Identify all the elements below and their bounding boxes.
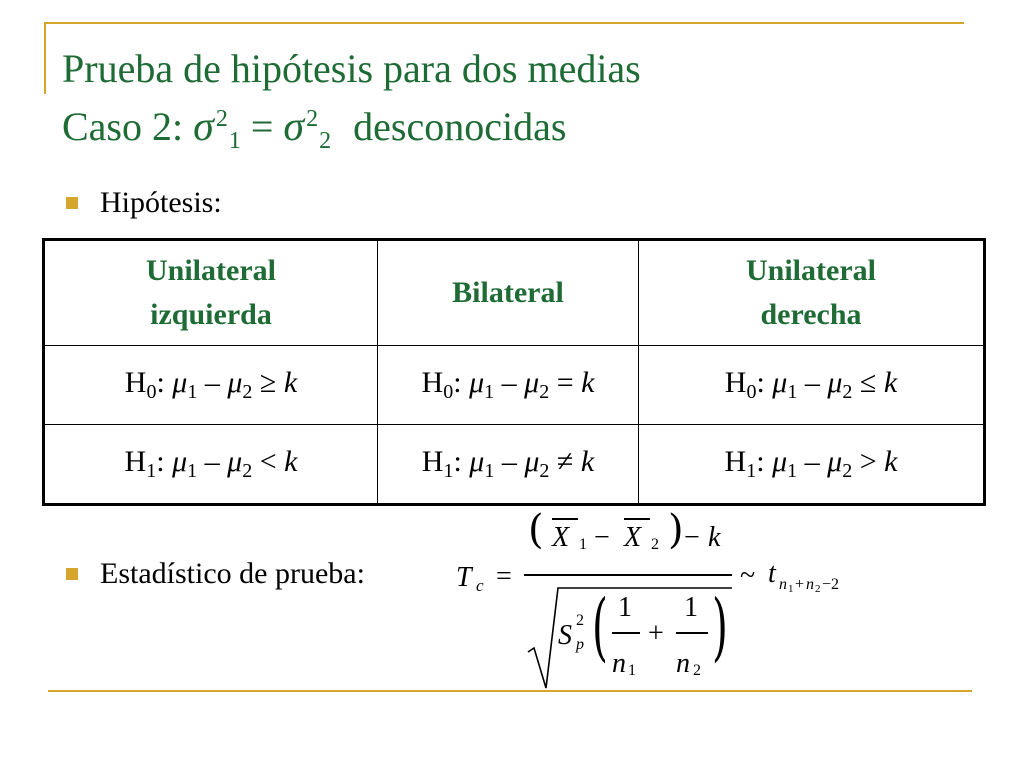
table-header-row (44, 240, 985, 346)
title-equals: = (250, 104, 274, 149)
frac2-num: 1 (684, 592, 698, 623)
frac1-n: n (612, 648, 626, 679)
header-left-tailed: Unilateral izquierda (44, 240, 378, 346)
xbar1-overline (552, 518, 578, 520)
sp-sub: p (576, 636, 584, 653)
num-k: k (708, 522, 721, 553)
frac1-n-sub: 1 (628, 662, 636, 679)
sigma-2-square: 2 (306, 106, 319, 132)
fraction-line (524, 574, 732, 576)
frac1-num: 1 (618, 592, 632, 623)
test-statistic-formula (452, 508, 852, 690)
xbar1: X (552, 522, 570, 553)
t-subscript: c (476, 576, 484, 595)
title-line-2 (62, 94, 641, 166)
xbar2-overline (624, 518, 650, 520)
hypothesis-table (42, 238, 986, 506)
h1-two: $H_1$: $\mu_1 - \mu_2 \ne k$ (378, 425, 639, 505)
h0-left: $H_0$: $\mu_1 - \mu_2 \ge k$ (44, 346, 378, 425)
denom-right-paren: ) (712, 584, 728, 670)
num-minus-k: − (684, 522, 700, 553)
sp-sup: 2 (576, 612, 584, 629)
frac2-line (676, 632, 708, 634)
title-unknown: desconocidas (353, 104, 567, 149)
num-right-paren: ) (668, 507, 684, 553)
h1-left: $H_1$: $\mu_1 - \mu_2 < k$ (44, 425, 378, 505)
t-dist: t (768, 558, 776, 589)
slide-title (62, 44, 641, 166)
frac2-n-sub: 2 (693, 662, 701, 679)
df-minus-2: −2 (822, 576, 840, 593)
hypothesis-label: Hipótesis: (100, 186, 222, 219)
sigma-2: σ (283, 104, 305, 150)
title-line-1: Prueba de hipótesis para dos medias (62, 46, 641, 91)
t-symbol: T (456, 562, 472, 593)
table-row-h1 (44, 425, 985, 505)
df-plus: + (795, 576, 805, 593)
df-n2: n (806, 576, 814, 593)
num-minus: − (594, 522, 610, 553)
sigma-1: σ (193, 104, 214, 150)
frac2-n: n (676, 648, 690, 679)
table-row-h0 (44, 346, 985, 425)
sigma-2-index: 2 (319, 128, 332, 154)
frac1-line (612, 632, 640, 634)
sigma-1-square: 2 (215, 106, 228, 132)
header-right-tailed: Unilateral derecha (639, 240, 985, 346)
statistic-label: Estadístico de prueba: (100, 557, 365, 590)
num-left-paren: ( (528, 507, 544, 553)
xbar1-sub: 1 (579, 536, 587, 553)
sigma-1-index: 1 (228, 128, 241, 154)
df-n2-sub: 2 (815, 583, 821, 595)
df-n1: n (779, 576, 787, 593)
top-rule (44, 22, 964, 24)
denom-plus: + (648, 618, 664, 649)
h0-right: $H_0$: $\mu_1 - \mu_2 \le k$ (639, 346, 985, 425)
bullet-square-icon-2 (66, 568, 78, 580)
denom-left-paren: ( (592, 584, 608, 670)
sp-symbol: S (558, 620, 572, 651)
df-n1-sub: 1 (788, 583, 794, 595)
formula-equals: = (496, 561, 512, 592)
bullet-square-icon (66, 197, 78, 209)
header-two-tailed: Bilateral (378, 240, 639, 346)
case-prefix: Caso 2: (62, 104, 184, 149)
bottom-rule (48, 690, 972, 692)
left-rule (44, 22, 46, 94)
h1-right: $H_1$: $\mu_1 - \mu_2 > k$ (639, 425, 985, 505)
tilde: ~ (740, 560, 756, 591)
h0-two: $H_0$: $\mu_1 - \mu_2 = k$ (378, 346, 639, 425)
xbar2-sub: 2 (651, 536, 659, 553)
xbar2: X (624, 522, 642, 553)
